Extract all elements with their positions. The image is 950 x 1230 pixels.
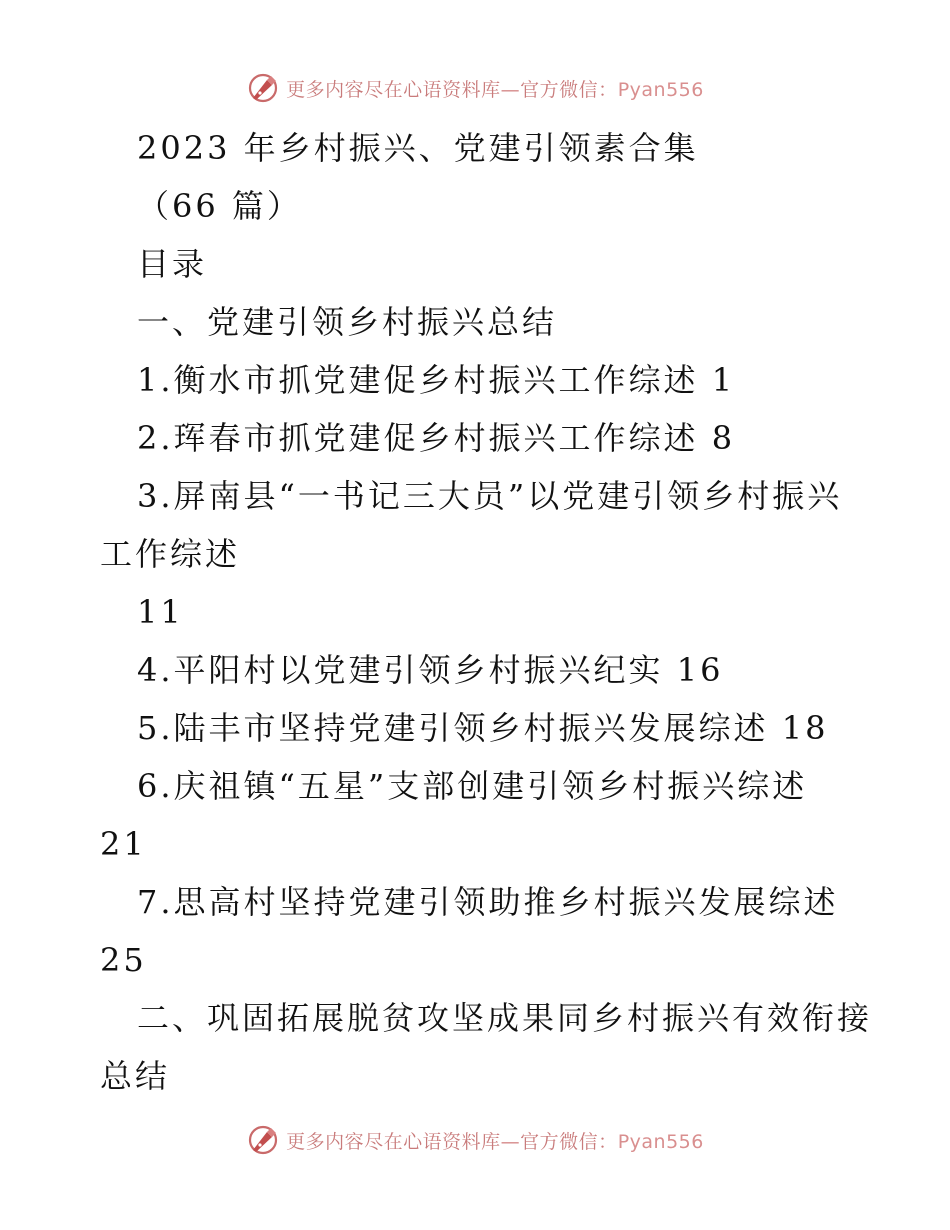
toc-item: 3.屏南县“一书记三大员”以党建引领乡村振兴	[137, 477, 843, 515]
toc-item: 7.思高村坚持党建引领助推乡村振兴发展综述	[137, 883, 839, 921]
watermark-dash: —	[500, 1130, 521, 1153]
toc-section-continuation: 总结	[100, 1057, 171, 1095]
watermark-site-name: 更多内容尽在心语资料库	[286, 1130, 501, 1153]
document-title: 2023 年乡村振兴、党建引领素合集	[137, 129, 699, 167]
watermark-dash: —	[500, 78, 521, 101]
watermark-contact-label: 官方微信：	[520, 1130, 618, 1153]
toc-item: 5.陆丰市坚持党建引领乡村振兴发展综述 18	[137, 709, 829, 747]
toc-item: 1.衡水市抓党建促乡村振兴工作综述 1	[137, 361, 736, 399]
toc-item-continuation: 工作综述	[100, 535, 241, 573]
toc-item: 2.珲春市抓党建促乡村振兴工作综述 8	[137, 419, 736, 457]
document-subtitle: （66 篇）	[137, 187, 302, 225]
watermark-wechat-id: Pyan556	[617, 78, 704, 101]
header-watermark	[0, 68, 950, 108]
toc-item-page-number: 21	[100, 825, 147, 863]
toc-section-1: 一、党建引领乡村振兴总结	[137, 303, 558, 341]
toc-item: 6.庆祖镇“五星”支部创建引领乡村振兴综述	[137, 767, 808, 805]
footer-watermark	[0, 1120, 950, 1160]
toc-item: 4.平阳村以党建引领乡村振兴纪实 16	[137, 651, 724, 689]
toc-item-page-number: 11	[137, 593, 184, 631]
watermark-wechat-id: Pyan556	[617, 1130, 704, 1153]
watermark-contact-label: 官方微信：	[520, 78, 618, 101]
watermark-text	[286, 75, 704, 102]
toc-item-page-number: 25	[100, 941, 147, 979]
pen-nib-logo-icon	[246, 71, 280, 105]
toc-section-2: 二、巩固拓展脱贫攻坚成果同乡村振兴有效衔接	[137, 999, 873, 1037]
watermark-text	[286, 1127, 704, 1154]
toc-heading: 目录	[137, 245, 208, 283]
watermark-site-name: 更多内容尽在心语资料库	[286, 78, 501, 101]
pen-nib-logo-icon	[246, 1123, 280, 1157]
